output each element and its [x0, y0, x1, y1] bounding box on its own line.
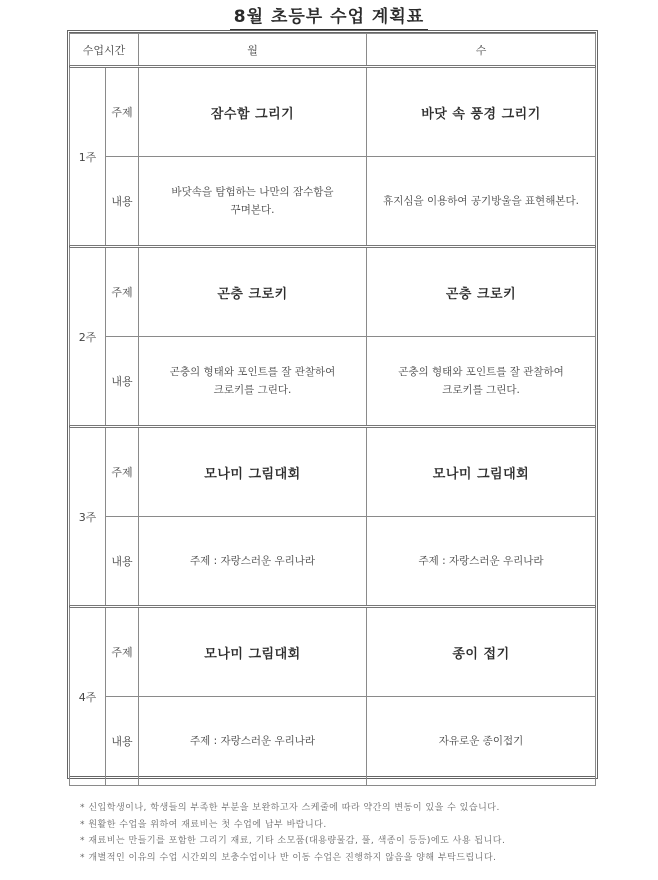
page-title: [0, 2, 658, 31]
week-1-monday-subject: 잠수함 그리기: [139, 67, 367, 157]
week-1-monday-content: 바닷속을 탐험하는 나만의 잠수함을 꾸며본다.: [139, 157, 367, 247]
week-1-wednesday-subject: 바닷 속 풍경 그리기: [367, 67, 596, 157]
subject-label: 주제: [106, 247, 139, 337]
week-2-monday-content: 곤충의 형태와 포인트를 잘 관찰하여 크로키를 그린다.: [139, 337, 367, 427]
week-2-monday-subject: 곤충 크로키: [139, 247, 367, 337]
week-1-subject-row: [70, 67, 596, 157]
week-2-wednesday-subject: 곤충 크로키: [367, 247, 596, 337]
week-3-content-row: [70, 517, 596, 607]
week-4-wednesday-subject: 종이 접기: [367, 607, 596, 697]
week-2-subject-row: [70, 247, 596, 337]
note-2: * 원활한 수업을 위하여 재료비는 첫 수업에 납부 바랍니다.: [80, 819, 327, 830]
note-4: * 개별적인 이유의 수업 시간외의 보충수업이나 반 이동 수업은 진행하지 않음을 양해 부탁드립니다.: [80, 852, 497, 863]
note-3: * 재료비는 만들기를 포함한 그리기 재료, 기타 소모품(대용량물감, 풀, 색종이 등등)에도 사용 됩니다.: [80, 836, 506, 846]
subject-label: 주제: [106, 607, 139, 697]
week-3-wednesday-content: 주제 : 자랑스러운 우리나라: [367, 517, 596, 607]
header-time: 수업시간: [70, 34, 139, 67]
week-2-content-row: [70, 337, 596, 427]
content-label: 내용: [106, 517, 139, 607]
subject-label: 주제: [106, 67, 139, 157]
week-1-content-row: [70, 157, 596, 247]
week-1-wednesday-content: 휴지심을 이용하여 공기방울을 표현해본다.: [367, 157, 596, 247]
note-1: * 신입학생이나, 학생들의 부족한 부분을 보완하고자 스케줄에 따라 약간의 변동이 있을 수 있습니다.: [80, 803, 500, 813]
week-4-label: 4주: [70, 607, 106, 786]
week-3-monday-subject: 모나미 그림대회: [139, 427, 367, 517]
week-4-content-row: [70, 697, 596, 786]
week-3-subject-row: [70, 427, 596, 517]
schedule-table: [69, 33, 596, 786]
week-1-label: 1주: [70, 67, 106, 247]
week-4-wednesday-content: 자유로운 종이접기: [367, 697, 596, 786]
week-3-wednesday-subject: 모나미 그림대회: [367, 427, 596, 517]
week-4-monday-content: 주제 : 자랑스러운 우리나라: [139, 697, 367, 786]
notes-section: [80, 800, 640, 866]
header-wednesday: 수: [367, 34, 596, 67]
page-title-text: 8월 초등부 수업 계획표: [230, 2, 428, 31]
week-4-subject-row: [70, 607, 596, 697]
header-monday: 월: [139, 34, 367, 67]
week-2-wednesday-content: 곤충의 형태와 포인트를 잘 관찰하여 크로키를 그린다.: [367, 337, 596, 427]
content-label: 내용: [106, 697, 139, 786]
week-2-label: 2주: [70, 247, 106, 427]
week-3-label: 3주: [70, 427, 106, 607]
content-label: 내용: [106, 337, 139, 427]
week-4-monday-subject: 모나미 그림대회: [139, 607, 367, 697]
content-label: 내용: [106, 157, 139, 247]
week-3-monday-content: 주제 : 자랑스러운 우리나라: [139, 517, 367, 607]
subject-label: 주제: [106, 427, 139, 517]
table-header-row: [70, 34, 596, 67]
